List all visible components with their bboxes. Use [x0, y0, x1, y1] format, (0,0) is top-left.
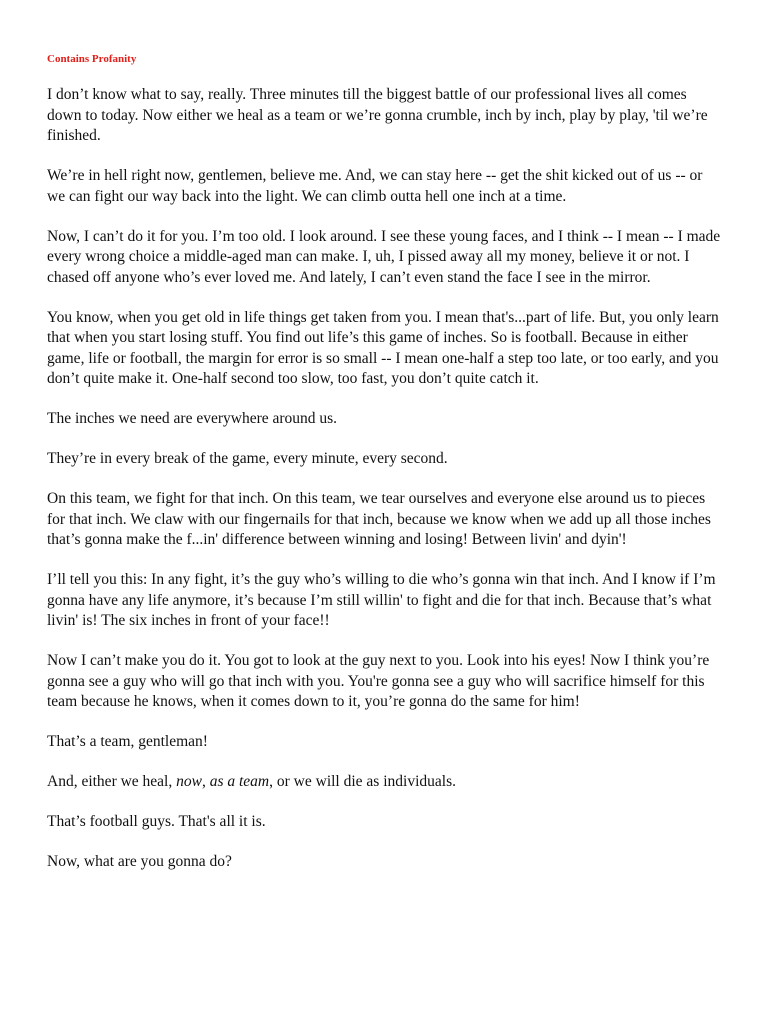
paragraph-13: Now, what are you gonna do?	[47, 853, 232, 870]
paragraph-5: The inches we need are everywhere around us.	[47, 410, 338, 427]
paragraph-2: We’re in hell right now, gentlemen, believe me. And, we can stay here -- get the shit kicked out of us -- or we can fight our way back into the light. We can climb outta hell one inch at a time.	[47, 167, 703, 205]
heal-text-now: now	[176, 773, 202, 790]
paragraph-4: You know, when you get old in life things get taken from you. I mean that's...part of life. But, you only learn that when you start losing stuff. You find out life’s this game of inches. So is football. Because in either game, life or football, the margin for error is so small -- I mean one-half a step too late, or too early, and you don’t quite make it. One-half second too slow, too fast, you don’t quite catch it.	[47, 308, 719, 387]
paragraph-10: That’s a team, gentleman!	[47, 733, 208, 750]
paragraph-11-heal	[47, 772, 722, 793]
paragraph-3: Now, I can’t do it for you. I’m too old. I look around. I see these young faces, and I think -- I mean -- I made every wrong choice a middle-aged man can make. I, uh, I pissed away all my money, believe it or not. I chased off anyone who’s ever loved me. And lately, I can’t even stand the face I see in the mirror.	[47, 227, 721, 286]
paragraph-12: That’s football guys. That's all it is.	[47, 813, 266, 830]
heal-text-before: And, either we heal,	[47, 773, 177, 790]
heal-text-comma: ,	[201, 773, 210, 790]
profanity-warning: Contains Profanity	[47, 53, 137, 65]
paragraph-1: I don’t know what to say, really. Three minutes till the biggest battle of our professional lives all comes down to today. Now either we heal as a team or we’re gonna crumble, inch by inch, play by play, 'til we’re finished.	[47, 86, 708, 144]
paragraph-9: Now I can’t make you do it. You got to look at the guy next to you. Look into his eyes! Now I think you’re gonna see a guy who will go that inch with you. You're gonna see a guy who will sacrifice himself for this team because he knows, when it comes down to it, you’re gonna do the same for him!	[47, 652, 710, 710]
heal-text-as-a-team: as a team	[209, 773, 270, 790]
paragraph-8: I’ll tell you this: In any fight, it’s the guy who’s willing to die who’s gonna win that inch. And I know if I’m gonna have any life anymore, it’s because I’m still willin' to fight and die for that inch. Because that’s what livin' is! The six inches in front of your face!!	[47, 571, 716, 629]
paragraph-6: They’re in every break of the game, every minute, every second.	[47, 450, 448, 467]
paragraph-7: On this team, we fight for that inch. On this team, we tear ourselves and everyone else around us to pieces for that inch. We claw with our fingernails for that inch, because we know when we add up all those inches that’s gonna make the f...in' difference between winning and losing! Between livin' and dyin'!	[47, 490, 711, 548]
heal-text-after: , or we will die as individuals.	[269, 773, 456, 790]
